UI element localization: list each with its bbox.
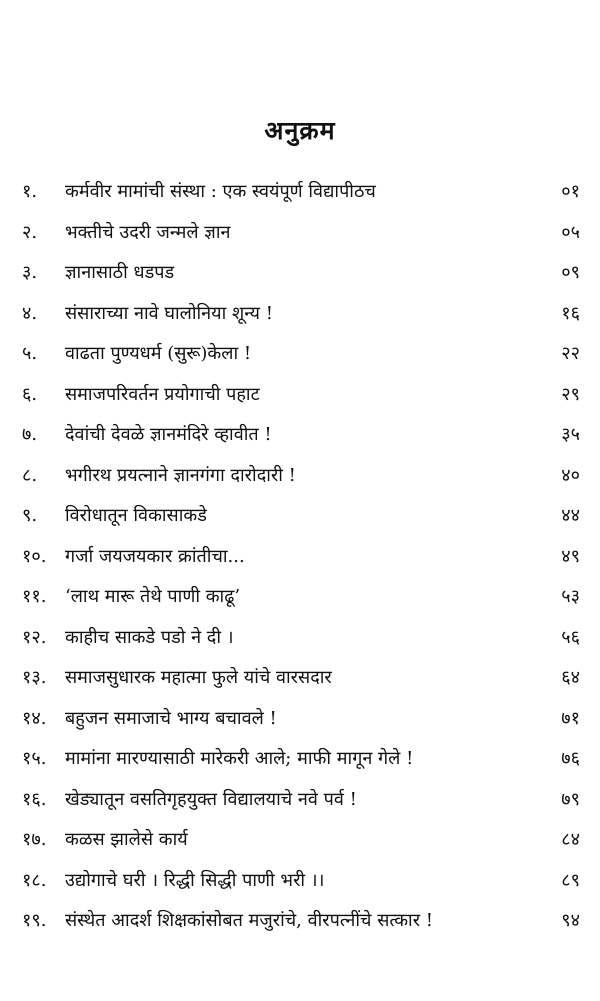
entry-title: काहीच साकडे पडो ने दी ।: [65, 626, 234, 648]
page-title: अनुक्रम: [264, 116, 336, 145]
toc-entry: [0, 658, 600, 699]
toc-entry: [0, 739, 600, 780]
toc-entry: [0, 415, 600, 456]
toc-entry: [0, 294, 600, 335]
toc-entry: [0, 820, 600, 861]
entry-title: ज्ञानासाठी धडपड: [65, 262, 175, 283]
entry-page-number: ६४: [561, 667, 580, 688]
table-of-contents: [0, 172, 600, 942]
entry-page-number: ८४: [561, 829, 580, 850]
entry-title: समाजसुधारक महात्मा फुले यांचे वारसदार: [65, 667, 332, 688]
entry-number: ६.: [22, 383, 38, 405]
entry-number: १२.: [22, 626, 47, 648]
toc-entry: [0, 496, 600, 537]
entry-title: ‘लाथ मारू तेथे पाणी काढू’: [65, 586, 241, 607]
entry-page-number: १६: [561, 302, 580, 324]
entry-title: वाढता पुण्यधर्म (सुरू)केला !: [65, 343, 252, 364]
toc-entry: [0, 213, 600, 254]
entry-page-number: ०५: [561, 221, 580, 243]
entry-number: १.: [22, 181, 38, 202]
entry-number: ७.: [22, 424, 38, 445]
entry-title: मामांना मारण्यासाठी मारेकरी आले; माफी मागून गेले !: [65, 748, 414, 769]
toc-entry: [0, 537, 600, 578]
entry-page-number: ८९: [561, 869, 580, 891]
entry-number: ८.: [22, 464, 38, 486]
entry-title: बहुजन समाजाचे भाग्य बचावले !: [65, 707, 277, 729]
toc-entry: [0, 618, 600, 659]
toc-entry: [0, 699, 600, 740]
entry-title: भक्तीचे उदरी जन्मले ज्ञान: [65, 221, 231, 243]
entry-number: १९.: [22, 910, 47, 931]
entry-number: ३.: [22, 262, 38, 283]
entry-page-number: ३५: [561, 424, 580, 445]
entry-page-number: २९: [561, 383, 580, 405]
entry-number: १०.: [22, 545, 47, 567]
toc-entry: [0, 901, 600, 942]
entry-title: समाजपरिवर्तन प्रयोगाची पहाट: [65, 383, 260, 405]
entry-number: २.: [22, 221, 38, 243]
toc-entry: [0, 253, 600, 294]
entry-title: कळस झालेसे कार्य: [65, 829, 188, 850]
entry-title: कर्मवीर मामांची संस्था : एक स्वयंपूर्ण विद्यापीठच: [65, 181, 376, 202]
entry-number: ११.: [22, 586, 47, 607]
entry-page-number: ४४: [561, 505, 580, 526]
entry-title: खेड्यातून वसतिगृहयुक्त विद्यालयाचे नवे पर्व !: [65, 788, 357, 810]
entry-page-number: ४०: [561, 464, 580, 486]
entry-page-number: ०१: [561, 181, 580, 202]
toc-entry: [0, 375, 600, 416]
toc-entry: [0, 861, 600, 902]
entry-number: १६.: [22, 788, 47, 810]
toc-entry: [0, 334, 600, 375]
entry-number: १४.: [22, 707, 47, 729]
entry-number: ९.: [22, 505, 38, 526]
entry-page-number: २२: [561, 343, 580, 364]
entry-page-number: ५६: [561, 626, 580, 648]
entry-title: गर्जा जयजयकार क्रांतीचा...: [65, 545, 245, 567]
entry-page-number: ७६: [561, 748, 580, 769]
toc-entry: [0, 780, 600, 821]
entry-page-number: ०९: [561, 262, 580, 283]
entry-title: संस्थेत आदर्श शिक्षकांसोबत मजुरांचे, वीरपत्नींचे सत्कार !: [65, 910, 434, 931]
entry-number: १७.: [22, 829, 47, 850]
entry-title: भगीरथ प्रयत्नाने ज्ञानगंगा दारोदारी !: [65, 464, 296, 486]
entry-number: १८.: [22, 869, 47, 891]
entry-title: विरोधातून विकासाकडे: [65, 505, 207, 526]
entry-page-number: ४९: [561, 545, 580, 567]
entry-page-number: ७९: [561, 788, 580, 810]
entry-number: ४.: [22, 302, 38, 324]
entry-page-number: ७१: [561, 707, 580, 729]
entry-page-number: ५३: [561, 586, 580, 607]
toc-entry: [0, 172, 600, 213]
entry-number: १३.: [22, 667, 47, 688]
toc-entry: [0, 577, 600, 618]
entry-title: देवांची देवळे ज्ञानमंदिरे व्हावीत !: [65, 424, 272, 445]
toc-entry: [0, 456, 600, 497]
entry-title: उद्योगाचे घरी । रिद्धी सिद्धी पाणी भरी ।।: [65, 869, 325, 891]
entry-number: १५.: [22, 748, 47, 769]
entry-number: ५.: [22, 343, 38, 364]
entry-title: संसाराच्या नावे घालोनिया शून्य !: [65, 302, 273, 324]
entry-page-number: ९४: [561, 910, 580, 931]
